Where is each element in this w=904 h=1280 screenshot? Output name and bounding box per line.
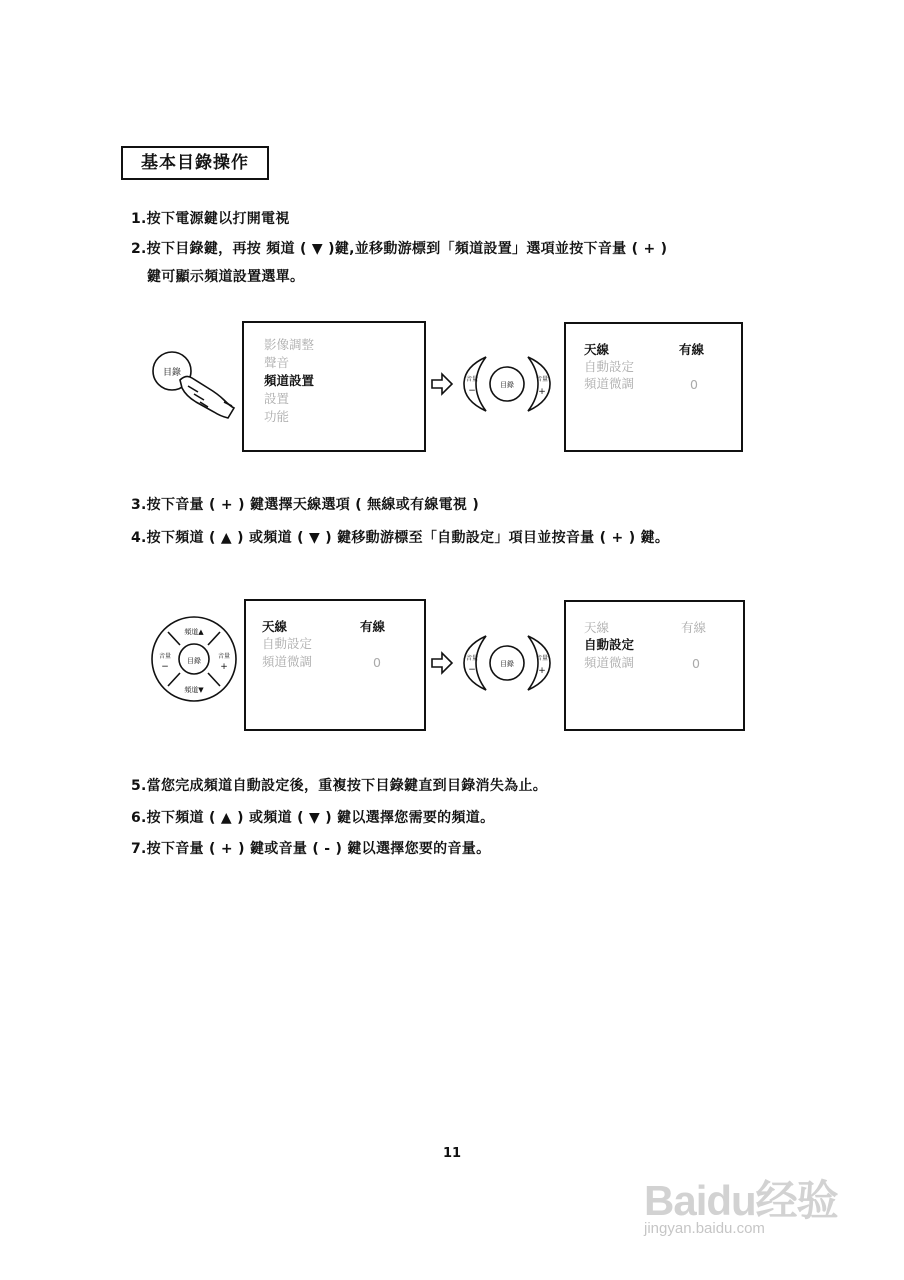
- arrow-right-icon: [432, 374, 452, 394]
- auto-setup-label: 自動設定: [262, 636, 313, 651]
- page-title: 基本目錄操作: [121, 146, 269, 180]
- step-4: 4.按下頻道 ( ▲ ) 或頻道 ( ▼ ) 鍵移動游標至「自動設定」項目並按音量 ( + ) 鍵。: [131, 530, 670, 546]
- hand-press-icon: [153, 352, 234, 418]
- svg-text:+: +: [538, 387, 546, 397]
- step-7: 7.按下音量 ( + ) 鍵或音量 ( - ) 鍵以選擇您要的音量。: [131, 841, 491, 857]
- menu-item-channel-setup: 頻道設置: [264, 373, 315, 388]
- antenna-value: 有線: [679, 342, 705, 357]
- menu-item-sound: 聲音: [264, 355, 290, 370]
- remote-menu-label-2: 目錄: [500, 381, 514, 389]
- fine-tune-value: 0: [692, 656, 700, 671]
- step-6: 6.按下頻道 ( ▲ ) 或頻道 ( ▼ ) 鍵以選擇您需要的頻道。: [131, 810, 495, 826]
- watermark-url: jingyan.baidu.com: [644, 1220, 765, 1237]
- menu-item-picture: 影像調整: [264, 337, 315, 352]
- antenna-value: 有線: [360, 619, 386, 634]
- fine-tune-value: 0: [690, 377, 698, 392]
- remote-menu-label-4: 目錄: [500, 660, 514, 668]
- remote-vol-plus-label-3: 音量: [535, 655, 549, 662]
- step-3: 3.按下音量 ( + ) 鍵選擇天線選項 ( 無線或有線電視 ): [131, 497, 480, 513]
- step-1: 1.按下電源鍵以打開電視: [131, 211, 290, 227]
- svg-text:−: −: [161, 662, 169, 672]
- svg-text:−: −: [468, 665, 476, 675]
- menu-item-setup: 設置: [264, 391, 290, 406]
- antenna-label: 天線: [584, 620, 610, 635]
- fine-tune-label: 頻道微調: [262, 654, 313, 669]
- remote-vol-minus-label: 音量: [465, 376, 479, 383]
- remote-vol-minus-label-3: 音量: [465, 655, 479, 662]
- auto-setup-label: 自動設定: [584, 359, 635, 374]
- remote-vol-minus-label-2: 音量: [158, 653, 172, 660]
- svg-text:−: −: [468, 386, 476, 396]
- svg-text:+: +: [220, 662, 228, 672]
- fine-tune-value: 0: [373, 655, 381, 670]
- step-2-cont: 鍵可顯示頻道設置選單。: [147, 269, 305, 285]
- auto-setup-label: 自動設定: [584, 637, 635, 652]
- step-5: 5.當您完成頻道自動設定後，重複按下目錄鍵直到目錄消失為止。: [131, 778, 548, 794]
- remote-menu-label-3: 目錄: [187, 657, 201, 665]
- remote-ch-up-label: 頻道▲: [184, 628, 204, 636]
- remote-menu-label-1: 目錄: [162, 368, 182, 378]
- page-number: 11: [442, 1146, 462, 1161]
- antenna-value: 有線: [681, 620, 707, 635]
- antenna-label: 天線: [584, 342, 610, 357]
- menu-item-function: 功能: [264, 409, 290, 424]
- arrow-right-icon: [432, 653, 452, 673]
- svg-text:+: +: [538, 666, 546, 676]
- remote-vol-plus-label-2: 音量: [217, 653, 231, 660]
- fine-tune-label: 頻道微調: [584, 376, 635, 391]
- step-2: 2.按下目錄鍵，再按 頻道 ( ▼ )鍵,並移動游標到「頻道設置」選項並按下音量 ( + ): [131, 241, 668, 257]
- remote-ch-down-label: 頻道▼: [184, 686, 204, 694]
- fine-tune-label: 頻道微調: [584, 655, 635, 670]
- remote-vol-plus-label: 音量: [535, 376, 549, 383]
- watermark-logo: Baidu经验: [644, 1177, 838, 1224]
- watermark: [640, 1160, 860, 1250]
- antenna-label: 天線: [262, 619, 288, 634]
